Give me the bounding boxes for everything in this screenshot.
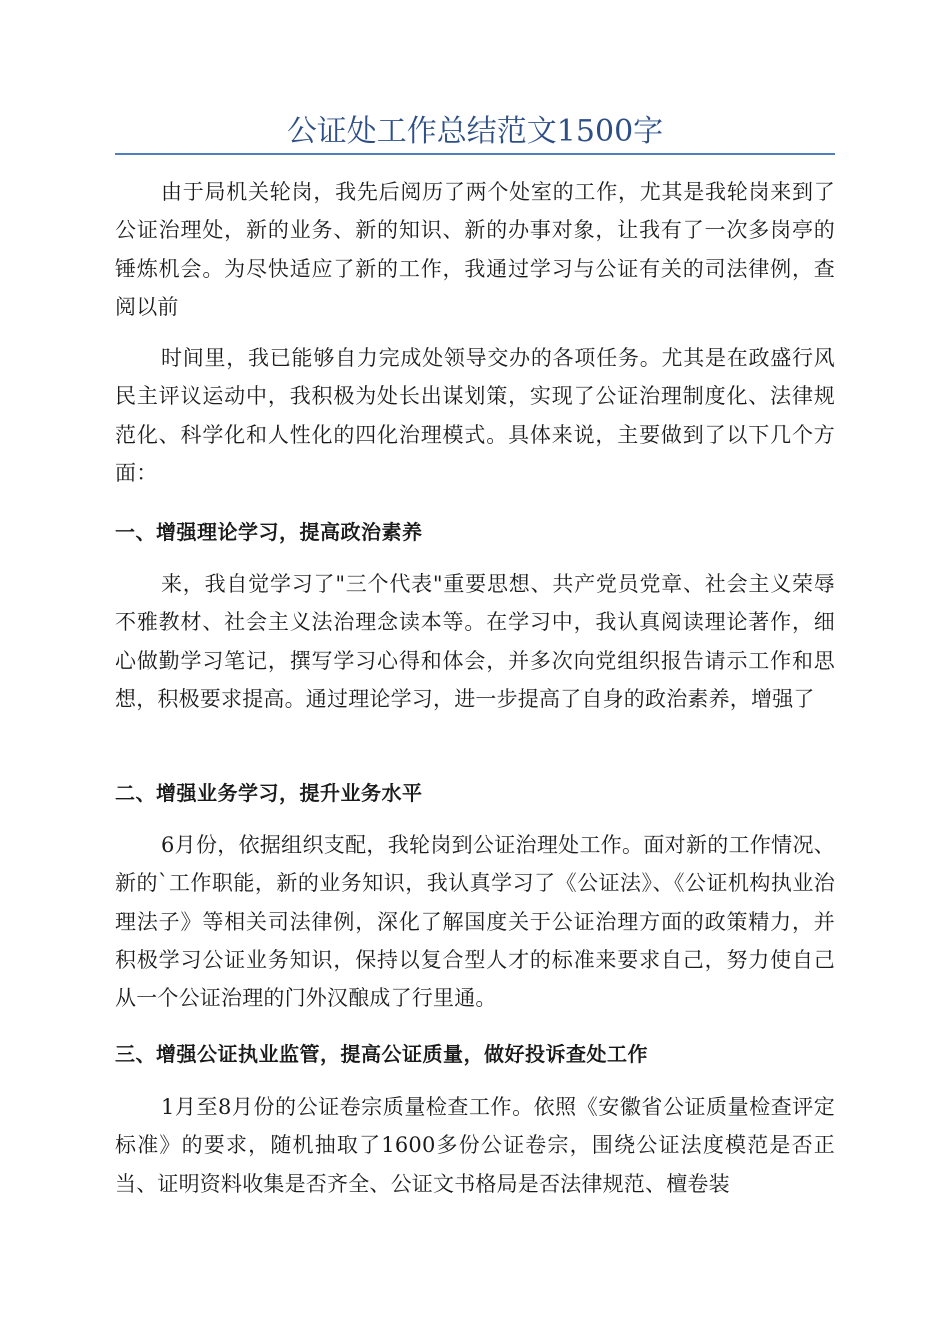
paragraph-2: 时间里，我已能够自力完成处领导交办的各项任务。尤其是在政盛行风民主评议运动中，我积极为处长出谋划策，实现了公证治理制度化、法律规范化、科学化和人性化的四化治理模式。具体来说，主要做到了以下几个方面：	[115, 346, 835, 485]
section-heading-2: 二、增强业务学习，提升业务水平	[115, 781, 423, 805]
paragraph-3: 来，我自觉学习了"三个代表"重要思想、共产党员党章、社会主义荣辱不雅教材、社会主义法治理念读本等。在学习中，我认真阅读理论著作，细心做勤学习笔记，撰写学习心得和体会，并多次向党组织报告请示工作和思想，积极要求提高。通过理论学习，进一步提高了自身的政治素养，增强了	[115, 572, 835, 711]
paragraph-2-block	[115, 339, 835, 492]
paragraph-4: 6月份，依据组织支配，我轮岗到公证治理处工作。面对新的工作情况、新的`工作职能，新的业务知识，我认真学习了《公证法》、《公证机构执业治理法子》等相关司法律例，深化了解国度关于公证治理方面的政策精力，并积极学习公证业务知识，保持以复合型人才的标准来要求自己，努力使自己从一个公证治理的门外汉酿成了行里通。	[115, 833, 835, 1011]
paragraph-3-block	[115, 565, 835, 718]
paragraph-5: 1月至8月份的公证卷宗质量检查工作。依照《安徽省公证质量检查评定标准》的要求，随机抽取了1600多份公证卷宗，围绕公证法度模范是否正当、证明资料收集是否齐全、公证文书格局是否法律规范、檀卷装	[115, 1095, 835, 1196]
section-heading-3: 三、增强公证执业监管，提高公证质量，做好投诉查处工作	[115, 1042, 648, 1066]
section-heading-1: 一、增强理论学习，提高政治素养	[115, 520, 423, 544]
paragraph-4-block	[115, 826, 835, 1017]
paragraph-5-block	[115, 1088, 835, 1203]
heading-1-block	[115, 513, 835, 551]
heading-3-block	[115, 1035, 835, 1073]
paragraph-1: 由于局机关轮岗，我先后阅历了两个处室的工作，尤其是我轮岗来到了公证治理处，新的业务、新的知识、新的办事对象，让我有了一次多岗亭的锤炼机会。为尽快适应了新的工作，我通过学习与公证有关的司法律例，查阅以前	[115, 180, 835, 319]
heading-2-block	[115, 774, 835, 812]
paragraph-1-block	[115, 173, 835, 326]
document-title: 公证处工作总结范文1500字	[286, 114, 664, 149]
title-underline	[115, 153, 835, 155]
